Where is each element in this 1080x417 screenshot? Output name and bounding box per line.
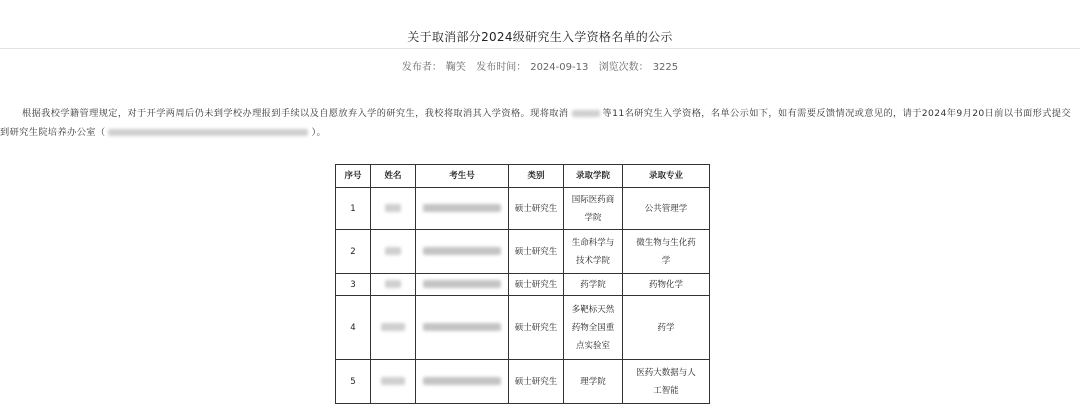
college-line: 学院 <box>584 212 602 223</box>
college-line: 技术学院 <box>575 255 610 266</box>
redacted-exam-number <box>423 204 501 212</box>
redacted-name <box>381 323 405 331</box>
major-line: 工智能 <box>653 385 679 396</box>
major-cell <box>623 296 710 360</box>
college-cell <box>564 296 623 360</box>
roster-table <box>335 164 710 404</box>
row-number: 4 <box>336 296 371 360</box>
exam-no-cell <box>416 274 509 296</box>
college-cell <box>564 230 623 274</box>
category-cell: 硕士研究生 <box>509 296 564 360</box>
major-line: 药学 <box>657 322 675 333</box>
college-line: 药学院 <box>580 279 606 290</box>
row-number: 1 <box>336 188 371 230</box>
header-cell: 类别 <box>509 165 564 188</box>
category-cell: 硕士研究生 <box>509 230 564 274</box>
table-row <box>336 188 710 230</box>
page-title: 关于取消部分2024级研究生入学资格名单的公示 <box>407 30 673 44</box>
paragraph-part1: 根据我校学籍管理规定，对于开学两周后仍未到学校办理报到手续以及自愿放弃入学的研究生，我校将取消其入学资格。现将取消 <box>22 108 569 119</box>
category-cell: 硕士研究生 <box>509 188 564 230</box>
time-label: 发布时间： <box>476 62 527 73</box>
table-row <box>336 230 710 274</box>
table-row <box>336 360 710 404</box>
major-line: 微生物与生化药 <box>636 237 696 248</box>
college-cell <box>564 360 623 404</box>
name-cell <box>371 296 416 360</box>
major-line: 药物化学 <box>648 279 683 290</box>
redacted-exam-number <box>423 247 501 255</box>
header-cell: 考生号 <box>416 165 509 188</box>
redacted-name <box>385 247 401 255</box>
redacted-exam-number <box>423 377 501 385</box>
name-cell <box>371 274 416 296</box>
major-cell <box>623 360 710 404</box>
title-divider <box>0 48 1080 49</box>
name-cell <box>371 188 416 230</box>
redacted-name <box>385 204 401 212</box>
table-row <box>336 296 710 360</box>
major-line: 医药大数据与人 <box>636 367 696 378</box>
redacted-name <box>381 377 405 385</box>
college-line: 药物全国重 <box>571 322 615 333</box>
college-cell <box>564 274 623 296</box>
college-line: 理学院 <box>580 376 606 387</box>
row-number: 3 <box>336 274 371 296</box>
name-cell <box>371 360 416 404</box>
header-cell: 录取专业 <box>623 165 710 188</box>
college-line: 国际医药商 <box>571 194 615 205</box>
table-header-row <box>336 165 710 188</box>
college-cell <box>564 188 623 230</box>
article-meta <box>0 58 1080 73</box>
redacted-name <box>572 110 600 117</box>
category-cell: 硕士研究生 <box>509 360 564 404</box>
college-line: 点实验室 <box>575 340 610 351</box>
major-line: 公共管理学 <box>644 203 688 214</box>
table-row <box>336 274 710 296</box>
exam-no-cell <box>416 296 509 360</box>
header-cell: 序号 <box>336 165 371 188</box>
major-cell <box>623 230 710 274</box>
college-line: 多靶标天然 <box>571 304 615 315</box>
category-cell: 硕士研究生 <box>509 274 564 296</box>
time-value: 2024-09-13 <box>530 62 589 73</box>
redacted-name <box>385 280 401 288</box>
header-cell: 录取学院 <box>564 165 623 188</box>
exam-no-cell <box>416 188 509 230</box>
redacted-exam-number <box>423 323 501 331</box>
name-cell <box>371 230 416 274</box>
publisher-value: 鞠笑 <box>445 62 466 73</box>
notice-paragraph <box>0 104 1078 142</box>
redacted-contact <box>108 129 308 136</box>
college-line: 生命科学与 <box>571 237 615 248</box>
row-number: 2 <box>336 230 371 274</box>
views-label: 浏览次数： <box>598 62 649 73</box>
paragraph-part2: 等11名研究生入学资格，名单公示如下，如有需要反馈情况或意见的，请于2024年9月20日前以书面形式提交到研究生院培养办公室（ <box>0 108 1071 138</box>
major-cell <box>623 188 710 230</box>
header-cell: 姓名 <box>371 165 416 188</box>
row-number: 5 <box>336 360 371 404</box>
exam-no-cell <box>416 360 509 404</box>
views-value: 3225 <box>652 62 679 73</box>
major-cell <box>623 274 710 296</box>
exam-no-cell <box>416 230 509 274</box>
publisher-label: 发布者： <box>401 62 442 73</box>
redacted-exam-number <box>423 280 501 288</box>
major-line: 学 <box>661 255 671 266</box>
paragraph-part3: ）。 <box>311 127 327 138</box>
